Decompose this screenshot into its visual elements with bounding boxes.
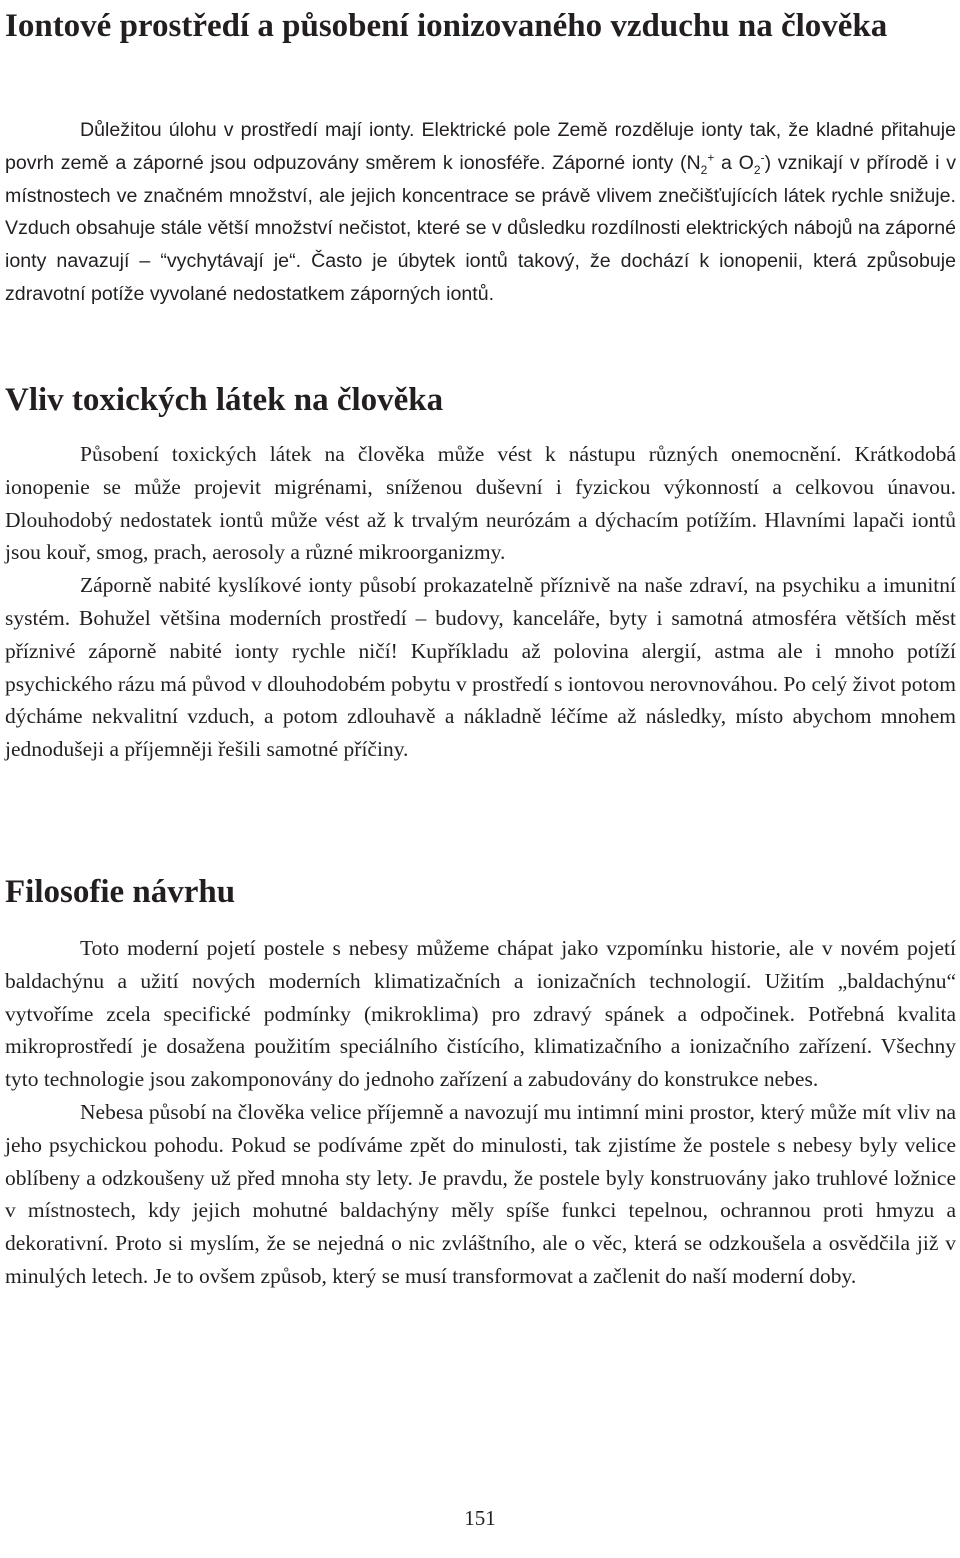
section-heading-design: Filosofie návrhu	[5, 874, 236, 910]
paragraph-text: ) vznikají v přírodě i v místnostech ve značném množství, ale jejich koncentrace se právě vlivem znečišťujících látek rychle snižuje. Vzduch obsahuje stále větší množství nečistot, které se v důsledku rozdílnosti elektrických nábojů na záporné ionty navazují – “vychytávají je“. Často je úbytek iontů takový, že dochází k ionopenii, která způsobuje zdravotní potíže vyvolané nedostatkem záporných iontů.	[5, 151, 956, 305]
superscript: -	[760, 150, 765, 165]
paragraph-text: a O	[714, 151, 754, 174]
paragraph: Působení toxických látek na člověka může vést k nástupu různých onemocnění. Krátkodobá ionopenie se může projevit migrénami, sníženou duševní i fyzickou výkonností a celkovou únavou. Dlouhodobý nedostatek iontů může vést až k trvalým neurózám a dýchacím potížím. Hlavními lapači iontů jsou kouř, smog, prach, aerosoly a různé mikroorganizmy.	[5, 442, 956, 565]
section-toxic-substances	[5, 438, 956, 766]
paragraph: Toto moderní pojetí postele s nebesy můžeme chápat jako vzpomínku historie, ale v novém pojetí baldachýnu a užití nových moderních klimatizačních a ionizačních technologií. Užitím „baldachýnu“ vytvoříme zcela specifické podmínky (mikroklima) pro zdravý spánek a odpočinek. Potřebná kvalita mikroprostředí je dosažena použitím speciálního čistícího, klimatizačního a ionizačního zařízení. Všechny tyto technologie jsou zakomponovány do jednoho zařízení a zabudovány do konstrukce nebes.	[5, 936, 956, 1092]
paragraph-text: Důležitou úlohu v prostředí mají ionty. Elektrické pole Země rozděluje ionty tak, že kladné přitahuje povrh země a záporné jsou odpuzovány směrem k ionosféře. Záporné ionty (N	[5, 119, 956, 174]
superscript: +	[707, 150, 715, 165]
paragraph: Nebesa působí na člověka velice příjemně a navozují mu intimní mini prostor, který může mít vliv na jeho psychickou pohodu. Pokud se podíváme zpět do minulosti, tak zjistíme že postele s nebesy byly velice oblíbeny a odzkoušeny už před mnoha sty lety. Je pravdu, že postele byly konstruovány jako truhlové ložnice v místnostech, kdy jejich mohutné baldachýny měly spíše funkci tepelnou, ochrannou proti hmyzu a dekorativní. Proto si myslím, že se nejedná o nic zvláštního, ale o věc, která se odzkoušela a osvědčila již v minulých letech. Je to ovšem způsob, který se musí transformovat a začlenit do naší moderní doby.	[5, 1099, 956, 1288]
paragraph	[5, 114, 956, 311]
section-ion-environment	[5, 114, 956, 311]
section-design-philosophy	[5, 932, 956, 1293]
paragraph: Záporně nabité kyslíkové ionty působí prokazatelně příznivě na naše zdraví, na psychiku a imunitní systém. Bohužel většina moderních prostředí – budovy, kanceláře, byty i samotná atmosféra větších měst příznivé záporně nabité ionty rychle ničí! Kupříkladu až polovina alergií, astma ale i mnoho potíží psychického rázu má původ v dlouhodobém pobytu v prostředí s iontovou nerovnováhou. Po celý život potom dýcháme nekvalitní vzduch, a potom zdlouhavě a nákladně léčíme až následky, místo abychom mnohem jednodušeji a příjemněji řešili samotné příčiny.	[5, 573, 956, 762]
section-heading-toxic: Vliv toxických látek na člověka	[5, 382, 444, 418]
page-number: 151	[464, 1506, 496, 1530]
page-title: Iontové prostředí a působení ionizovaného vzduchu na člověka	[5, 8, 888, 44]
subscript: 2	[753, 162, 761, 177]
subscript: 2	[700, 162, 708, 177]
